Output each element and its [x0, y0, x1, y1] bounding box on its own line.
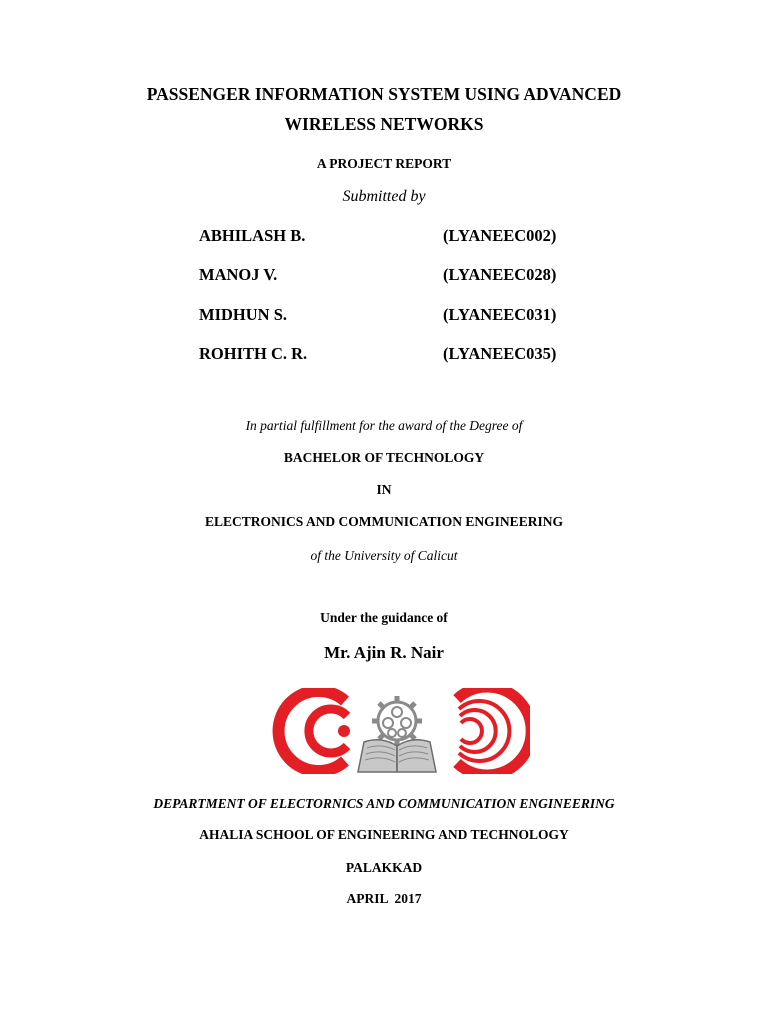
student-row [0, 305, 768, 327]
department-name: DEPARTMENT OF ELECTORNICS AND COMMUNICATION ENGINEERING [153, 796, 615, 811]
student-id: (LYANEEC002) [443, 226, 557, 245]
submitted-by-label: Submitted by [342, 188, 426, 205]
institution-name: AHALIA SCHOOL OF ENGINEERING AND TECHNOLOGY [199, 827, 569, 842]
student-name: ROHITH C. R. [199, 344, 308, 363]
student-id: (LYANEEC028) [443, 265, 557, 284]
university-name: of the University of Calicut [310, 548, 458, 563]
right-arcs-graphic [457, 688, 530, 774]
student-id: (LYANEEC035) [443, 344, 557, 363]
submission-date: APRIL 2017 [346, 891, 422, 906]
in-word: IN [376, 482, 392, 497]
place-name: PALAKKAD [345, 860, 423, 875]
institution-logo [264, 688, 530, 774]
student-row [0, 344, 768, 366]
left-arcs-graphic [279, 691, 350, 771]
fulfillment-statement: In partial fulfillment for the award of the Degree of [245, 418, 523, 433]
branch-name: ELECTRONICS AND COMMUNICATION ENGINEERING [205, 514, 563, 529]
report-title-line-1: PASSENGER INFORMATION SYSTEM USING ADVANCED [146, 84, 622, 104]
guide-name: Mr. Ajin R. Nair [324, 643, 444, 662]
student-name: MANOJ V. [199, 265, 278, 284]
student-id: (LYANEEC031) [443, 305, 557, 324]
student-name: MIDHUN S. [199, 305, 288, 324]
guidance-label: Under the guidance of [320, 610, 448, 625]
report-type: A PROJECT REPORT [316, 156, 452, 171]
report-title-line-2: WIRELESS NETWORKS [284, 114, 484, 134]
degree-name: BACHELOR OF TECHNOLOGY [283, 450, 485, 465]
student-row [0, 265, 768, 287]
student-name: ABHILASH B. [199, 226, 306, 245]
gear-icon [372, 696, 422, 746]
student-row [0, 226, 768, 248]
